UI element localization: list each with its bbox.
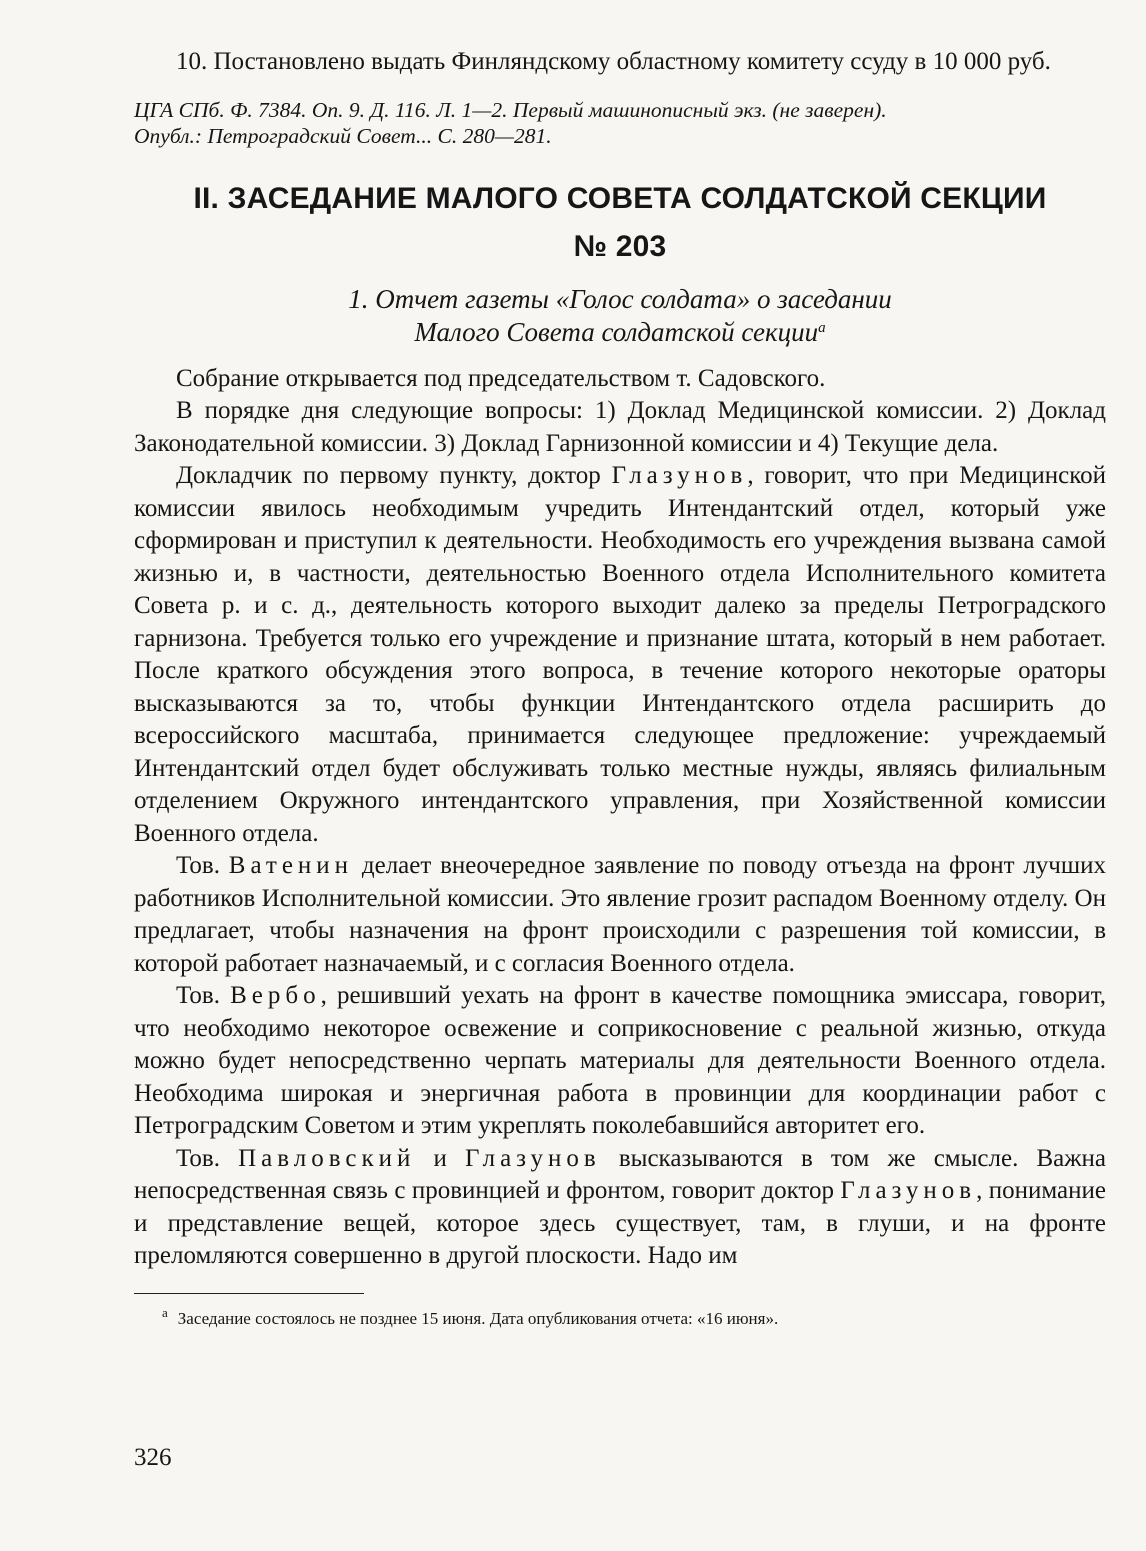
paragraph-4 xyxy=(134,850,1106,980)
subsection-title-line-2-text: Малого Совета солдатской секции xyxy=(414,316,819,347)
paragraph-6 xyxy=(134,1143,1106,1273)
footnote-divider xyxy=(134,1293,364,1294)
paragraph-3 xyxy=(134,460,1106,850)
paragraph-5-text-a: Тов. xyxy=(176,982,231,1009)
source-line-2: Опубл.: Петроградский Совет... С. 280—281. xyxy=(134,123,552,148)
paragraph-4-text-b: делает внеочередное заявление по поводу отъезда на фронт лучших работников Исполнительной комиссии. Это явление грозит распадом Военному отделу. Он предлагает, чтобы назначения на фронт происходили с разрешения той комиссии, в которой работает назначаемый, и с согласия Военного отдела. xyxy=(134,852,1106,977)
subsection-heading xyxy=(134,283,1106,349)
paragraph-1: Собрание открывается под председательством т. Садовского. xyxy=(176,364,826,392)
source-line-1: ЦГА СПб. Ф. 7384. Оп. 9. Д. 116. Л. 1—2. Первый машинописный экз. (не заверен). xyxy=(134,97,887,122)
footnote-text: Заседание состоялось не позднее 15 июня. Дата опубликования отчета: «16 июня». xyxy=(177,1308,779,1328)
section-number: № 203 xyxy=(573,229,667,263)
paragraph-5 xyxy=(134,980,1106,1143)
speaker-name: Вербо xyxy=(230,982,321,1009)
speaker-name: Глазунов xyxy=(840,1177,977,1204)
paragraph-5-text-b: , решивший уехать на фронт в качестве помощника эмиссара, говорит, что необходимо некоторое освежение и соприкосновение с реальной жизнью, откуда можно будет непосредственно черпать материалы для деятельности Военного отдела. Необходима широкая и энергичная работа в провинции для координации работ с Петроградским Советом и этим укреплять поколебавшийся авторитет его. xyxy=(134,982,1106,1139)
paragraph-6-text-b: высказываются в том же смысле. Важна непосредственная связь с провинцией и фронтом, говорит доктор xyxy=(134,1144,1106,1204)
speaker-name: Глазунов xyxy=(465,1144,601,1172)
item-10-paragraph: 10. Постановлено выдать Финляндскому областному комитету ссуду в 10 000 руб. xyxy=(176,48,1051,75)
page-number: 326 xyxy=(134,1444,172,1471)
speaker-name: Ватенин xyxy=(228,852,354,879)
section-heading xyxy=(134,175,1106,271)
paragraph-3-text-b: , говорит, что при Медицинской комиссии явилось необходимым учредить Интендантский отдел, который уже сформирован и приступил к деятельности. Необходимость его учреждения вызвана самой жизнью и, в частности, деятельностью Военного отдела Исполнительного комитета Совета р. и с. д., деятельность которого выходит далеко за пределы Петроградского гарнизона. Требуется только его учреждение и признание штата, который в нем работает. После краткого обсуждения этого вопроса, в течение которого некоторые ораторы высказываются за то, чтобы функции Интендантского отдела расширить до всероссийского масштаба, принимается следующее предложение: учреждаемый Интендантский отдел будет обслуживать только местные нужды, являясь филиальным отделением Окружного интендантского управления, при Хозяйственной комиссии Военного отдела. xyxy=(134,462,1106,847)
section-title: II. ЗАСЕДАНИЕ МАЛОГО СОВЕТА СОЛДАТСКОЙ СЕКЦИИ xyxy=(193,181,1047,215)
footnote-mark: а xyxy=(162,1304,168,1320)
paragraph-3-text-a: Докладчик по первому пункту, доктор xyxy=(176,462,612,489)
subsection-title-line-2 xyxy=(134,316,1106,349)
paragraph-6-conjunction: и xyxy=(415,1144,466,1172)
paragraph-6-text-a: Тов. xyxy=(176,1144,239,1172)
paragraph-4-text-a: Тов. xyxy=(176,852,229,879)
speaker-name: Глазунов xyxy=(611,462,748,489)
subsection-title-line-1: 1. Отчет газеты «Голос солдата» о заседании xyxy=(348,283,892,314)
paragraph-6-text-c: , понимание и представление вещей, которое здесь существует, там, в глуши, и на фронте преломляются совершенно в другой плоскости. Надо им xyxy=(134,1177,1106,1269)
archival-source-citation xyxy=(134,97,1106,149)
speaker-name: Павловский xyxy=(238,1144,416,1172)
footnote-reference[interactable]: а xyxy=(818,319,826,336)
footnote xyxy=(134,1304,1106,1330)
paragraph-2: В порядке дня следующие вопросы: 1) Доклад Медицинской комиссии. 2) Доклад Законодательной комиссии. 3) Доклад Гарнизонной комиссии и 4) Текущие дела. xyxy=(134,397,1106,457)
